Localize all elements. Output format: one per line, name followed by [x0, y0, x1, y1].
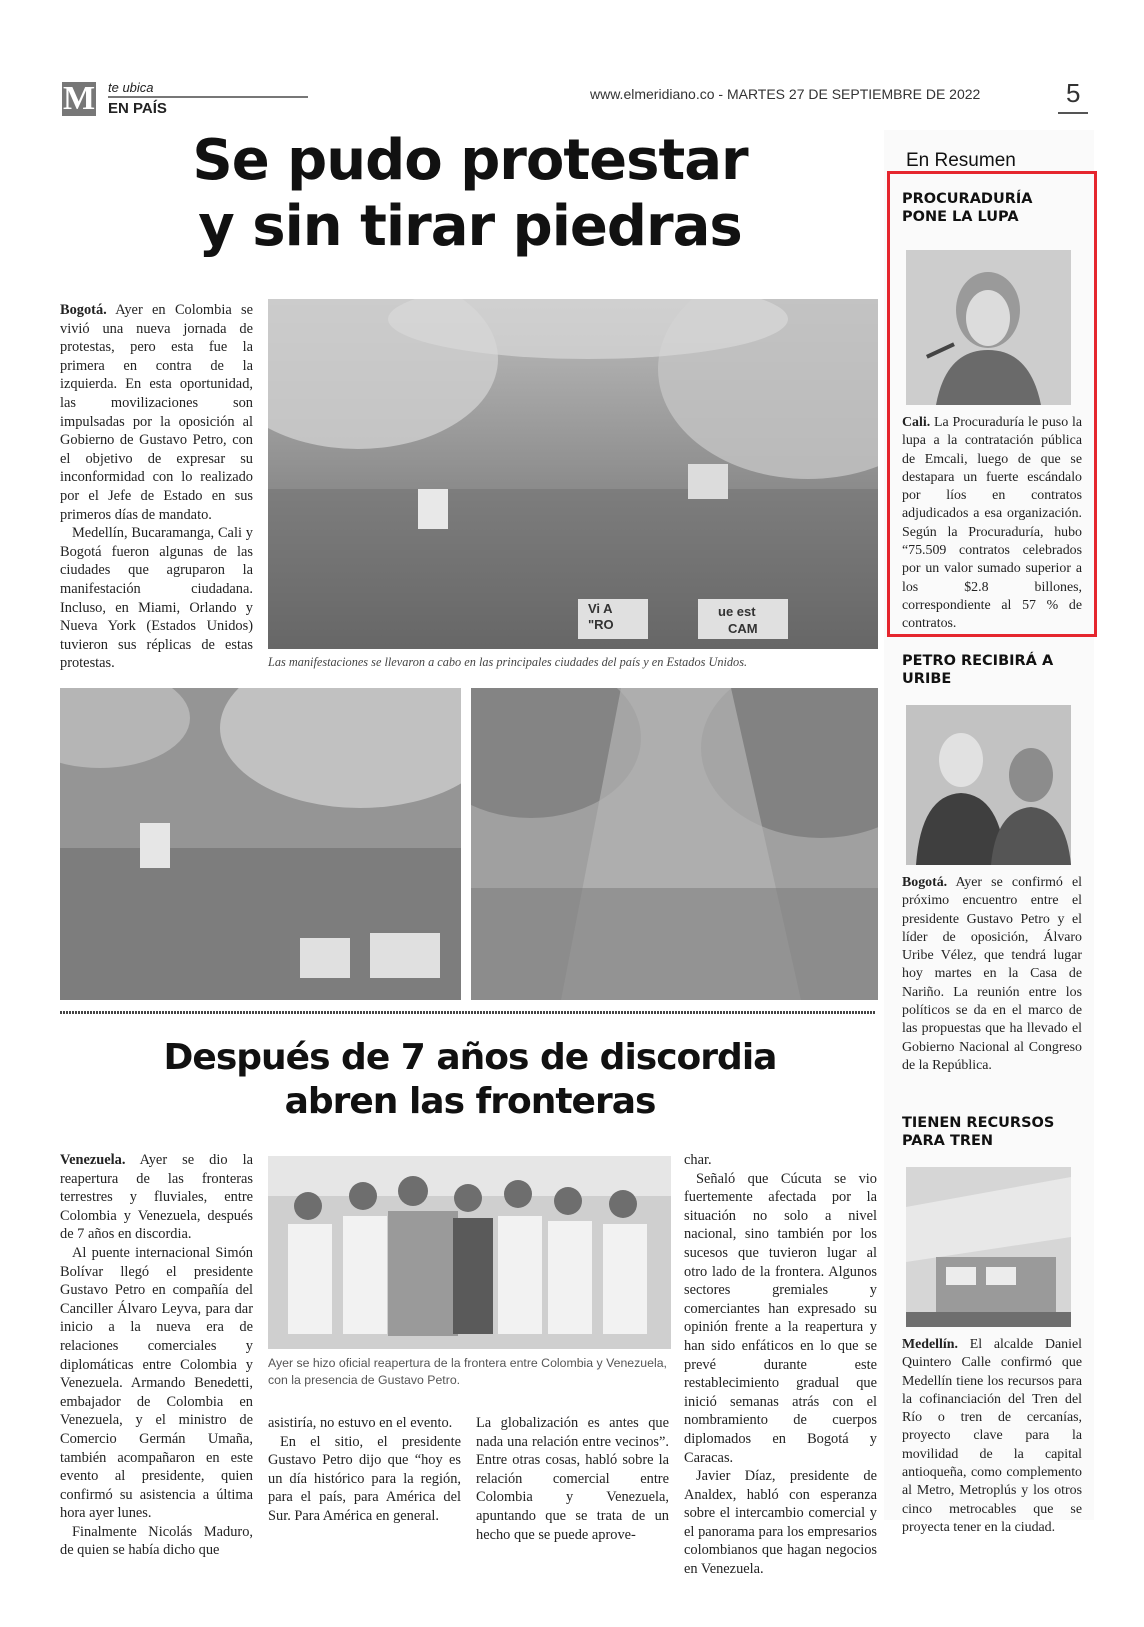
protest-photo-left [60, 688, 461, 1000]
paragraph [60, 524, 253, 673]
protest-photo-caption: Las manifestaciones se llevaron a cabo en las principales ciudades del país y en Estados Unidos. [268, 655, 748, 669]
sidebar-item-heading-1: PROCURADURÍA PONE LA LUPA [902, 191, 1033, 225]
article2-col1 [60, 1151, 253, 1560]
paragraph [684, 1467, 877, 1579]
paragraph [684, 1170, 877, 1468]
protest-photo-main [268, 299, 878, 649]
dateline: Medellín. [902, 1337, 958, 1352]
paragraph-text: La globalización es antes que nada una relación entre vecinos”. Entre otras cosas, habló sobre la relación comercial entre Colombia y Venezuela, apuntando que se trata de un hecho que se puede aprove- [476, 1415, 669, 1543]
paragraph [684, 1151, 877, 1170]
page-number: 5 [1066, 78, 1081, 108]
protest-photo-left-image [60, 688, 461, 1000]
border-event-photo-image [268, 1156, 671, 1349]
sidebar-photo-procuradora [906, 250, 1071, 405]
protest-photo-main-image [268, 299, 878, 649]
headline-line-1: Se pudo protestar [192, 128, 748, 193]
article2-headline [110, 1036, 830, 1124]
border-event-caption: Ayer se hizo oficial reapertura de la frontera entre Colombia y Venezuela, con la presencia de Gustavo Petro. [268, 1356, 667, 1387]
article1-body [60, 301, 253, 673]
dateline: Cali. [902, 415, 931, 430]
protest-sign-4: CAM [728, 621, 758, 636]
paragraph [60, 1151, 253, 1244]
headline-line-2: abren las fronteras [284, 1081, 656, 1122]
sidebar-photo-petro-uribe [906, 705, 1071, 865]
page-number-underline [1058, 112, 1088, 114]
paragraph [60, 301, 253, 524]
sidebar-item-heading-2: PETRO RECIBIRÁ A URIBE [902, 653, 1054, 687]
paragraph-text: Javier Díaz, presidente de Analdex, habló con esperanza sobre el intercambio comercial y el panorama para los empresarios colombianos que hagan negocios en Venezuela. [684, 1468, 877, 1578]
paragraph-text: Ayer se dio la reapertura de las fronteras terrestres y fluviales, entre Colombia y Venezuela, después de 7 años en discordia. [60, 1152, 253, 1243]
border-event-photo [268, 1156, 671, 1349]
paragraph [476, 1414, 669, 1544]
dateline: Bogotá. [902, 875, 948, 890]
paragraph-text: asistiría, no estuvo en el evento. [268, 1415, 453, 1431]
paragraph-text: Al puente internacional Simón Bolívar llegó el presidente Gustavo Petro en compañía del Canciller Álvaro Leyva, para dar inicio a la nueva era de relaciones comerciales y diplomáticas entre Colombia y Venezuela. Armando Benedetti, embajador de Colombia en Venezuela, y el ministro de Comercio Germán Umaña, también acompañaron en este evento al presidente, quien confirmó su asistencia a última hora ayer lunes. [60, 1244, 253, 1522]
petro-uribe-photo-image [906, 705, 1071, 865]
paragraph-text: La Procuraduría le puso la lupa a la contratación pública de Emcali, luego de que se destapara un fuerte escándalo por líos en contratos adjudicados a esa organización. Según la Procuraduría, hubo “75.509 contratos celebrados por un valor sumado superior a los $2.8 billones, correspondiente al 57 % de contratos. [902, 415, 1082, 632]
protest-photo-right-image [471, 688, 878, 1000]
article2-col4 [684, 1151, 877, 1579]
procuradora-photo-image [906, 250, 1071, 405]
paragraph-text: Ayer se confirmó el próximo encuentro entre el presidente Gustavo Petro y el líder de oposición, Álvaro Uribe Vélez, que tendrá lugar hoy martes en la Casa de Nariño. La reunión entre los políticos se da en el marco de las propuestas que ha llevado el Gobierno Nacional al Congreso de la República. [902, 875, 1082, 1073]
paragraph-text: En el sitio, el presidente Gustavo Petro dijo que “hoy es un día histórico para la región, para el país, para América del Sur. Para América en general. [268, 1433, 461, 1524]
article2-col2 [268, 1414, 461, 1526]
sidebar-item-text-1 [902, 414, 1082, 634]
section-kicker: EN PAÍS [108, 100, 167, 117]
paragraph [268, 1433, 461, 1526]
protest-sign-2: "RO [588, 617, 614, 632]
paragraph-text: Finalmente Nicolás Maduro, de quien se había dicho que [60, 1523, 253, 1559]
paragraph [60, 1244, 253, 1523]
protest-sign-3: ue est [718, 604, 756, 619]
paragraph-text: char. [684, 1152, 712, 1168]
section-divider [60, 1011, 875, 1014]
sidebar-item-text-2 [902, 874, 1082, 1075]
site-and-date: www.elmeridiano.co - MARTES 27 DE SEPTIEMBRE DE 2022 [590, 86, 981, 102]
paragraph [60, 1523, 253, 1560]
paragraph-text: El alcalde Daniel Quintero Calle confirmó que Medellín tiene los recursos para la cofinanciación del Tren del Río o tren de cercanías, proyecto clave para la movilidad de la capital antioqueña, como complemento al Metro, Metroplús y los otros cinco metrocables que se proyecta tener en la ciudad. [902, 1337, 1082, 1535]
protest-sign-1: Vi A [588, 601, 613, 616]
paragraph-text: Ayer en Colombia se vivió una nueva jornada de protestas, pero esta fue la primera en contra de la izquierda. En esta oportunidad, las movilizaciones son impulsadas por la oposición al Gobierno de Gustavo Petro, con el objetivo de expresar su inconformidad con lo realizado por el Jefe de Estado en sus primeros días de mandato. [60, 302, 253, 523]
dateline: Bogotá. [60, 302, 107, 318]
paragraph-text: Medellín, Bucaramanga, Cali y Bogotá fueron algunas de las ciudades que agruparon la manifestación ciudadana. Incluso, en Miami, Orlando y Nueva York (Estados Unidos) tuvieron sus réplicas de estas protestas. [60, 525, 253, 672]
article2-col3 [476, 1414, 669, 1544]
sidebar-title: En Resumen [906, 150, 1016, 171]
headline-line-1: Después de 7 años de discordia [163, 1037, 777, 1078]
train-photo-image [906, 1167, 1071, 1327]
dateline: Venezuela. [60, 1152, 126, 1168]
section-kicker-small: te ubica [108, 80, 154, 95]
newspaper-logo: M [62, 80, 96, 117]
sidebar-item-heading-3: TIENEN RECURSOS PARA TREN [902, 1115, 1055, 1149]
paragraph [268, 1414, 461, 1433]
protest-photo-right [471, 688, 878, 1000]
headline-line-2: y sin tirar piedras [198, 194, 742, 259]
sidebar-photo-train [906, 1167, 1071, 1327]
kicker-divider [108, 96, 308, 98]
article1-headline [130, 128, 810, 260]
sidebar-item-text-3 [902, 1336, 1082, 1537]
paragraph-text: Señaló que Cúcuta se vio fuertemente afectada por la situación no solo a nivel nacional, sino también por los sucesos que tuvieron lugar al otro lado de la frontera. Algunos sectores gremiales y comerciantes han expresado su opinión frente a la reapertura y han sido enfáticos en lo que se prevé durante este restablecimiento gradual que inició semanas atrás con el nombramiento de cuerpos diplomados en Bogotá y Caracas. [684, 1170, 877, 1466]
